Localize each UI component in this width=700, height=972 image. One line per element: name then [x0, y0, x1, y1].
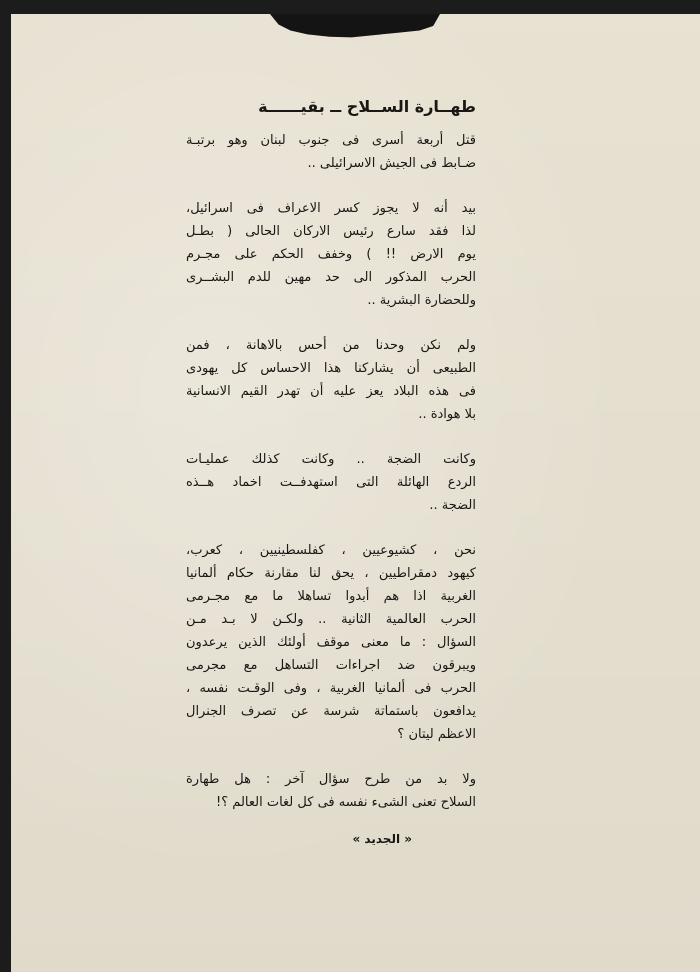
text-line: الحرب فى ألمانيا الغربية ، وفى الوقـت نفسه ، [186, 681, 476, 696]
text-line: الغربية اذا هم أبدوا تساهلا ما مع مجـرمى [186, 589, 476, 604]
paragraph-4 [186, 448, 476, 517]
text-line: كيهود دمقراطيين ، يحق لنا مقارنة حكام ألمانيا [186, 566, 476, 581]
text-line: لذا فقد سارع رئيس الاركان الحالى ( بطـل [186, 224, 476, 239]
text-line: ويبرقون ضد اجراءات التساهل مع مجرمى [186, 658, 476, 673]
text-line: الضجة .. [429, 498, 476, 513]
text-line: ضـابط فى الجيش الاسرائيلى .. [307, 156, 476, 171]
text-line: نحن ، كشيوعيين ، كفلسطينيين ، كعرب، [186, 543, 476, 558]
text-line: فى هذه البلاد يعز عليه أن تهدر القيم الانسانية [186, 384, 476, 399]
text-line: الطبيعى أن يشاركنا هذا الاحساس كل يهودى [186, 361, 476, 376]
paragraph-3 [186, 334, 476, 426]
paragraph-6 [186, 768, 476, 814]
text-line: السلاح تعنى الشىء نفسه فى كل لغات العالم ؟! [216, 795, 476, 810]
text-line: يوم الارض !! ) وخفف الحكم على مجـرم [186, 247, 476, 262]
source-credit: « الجديد » [352, 832, 412, 846]
paragraph-1 [186, 129, 476, 175]
text-line: الردع الهائلة التى استهدفــت اخماد هــذه [186, 475, 476, 490]
text-line: الحرب المذكور الى حد مهين للدم البشــرى [186, 270, 476, 285]
text-line: ولم نكن وحدنا من أحس بالاهانة ، فمن [186, 338, 476, 353]
text-line: بيد أنه لا يجوز كسر الاعراف فى اسرائيل، [186, 201, 476, 216]
text-line: يدافعون باستماتة شرسة عن تصرف الجنرال [186, 704, 476, 719]
article-title: طهــارة الســلاح ــ بقيــــــة [258, 97, 476, 116]
article [186, 95, 476, 851]
text-line: قتل أربعة أسرى فى جنوب لبنان وهو برتبـة [186, 133, 476, 148]
text-line: الحرب العالمية الثانية .. ولكـن لا بـد مـن [186, 612, 476, 627]
text-line: بلا هوادة .. [418, 407, 476, 422]
paragraph-2 [186, 197, 476, 312]
text-line: وكانت الضجة .. وكانت كذلك عمليـات [186, 452, 476, 467]
text-line: ولا بد من طرح سؤال آخر : هل طهارة [186, 772, 476, 787]
text-line: الاعظم ليتان ؟ [397, 727, 476, 742]
paragraph-5 [186, 539, 476, 746]
text-line: السؤال : ما معنى موقف أولئك الذين يرعدون [186, 635, 476, 650]
text-line: وللحضارة البشرية .. [367, 293, 476, 308]
